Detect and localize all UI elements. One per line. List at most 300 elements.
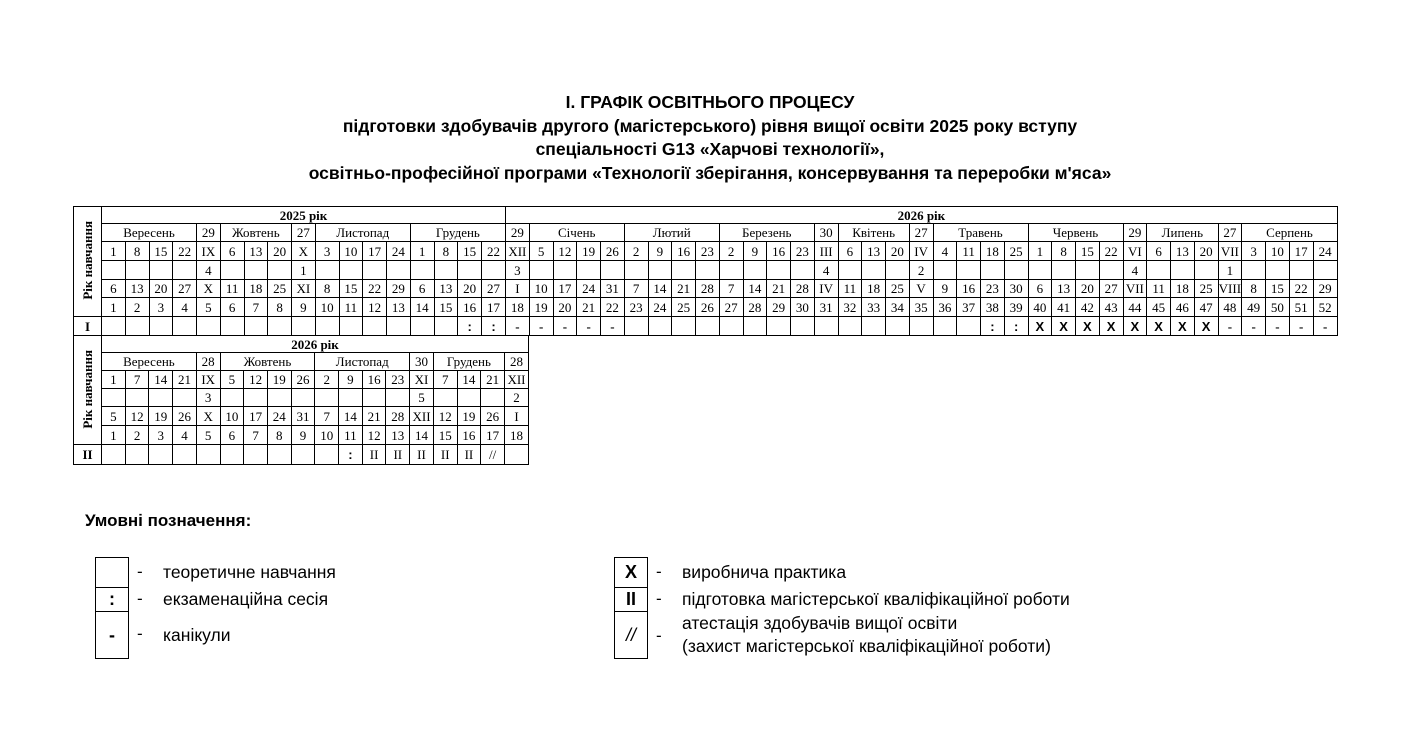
legend-symbol-exam: : xyxy=(95,587,129,612)
course-cell: II xyxy=(362,445,386,465)
week-number-cell: 39 xyxy=(1004,298,1028,317)
transition-days-cell xyxy=(220,261,244,280)
week-number-cell: 5 xyxy=(196,426,220,445)
course-cell xyxy=(814,317,838,336)
week-start-cell: 1 xyxy=(102,371,126,389)
week-start-cell: 10 xyxy=(339,242,363,261)
week-number-cell: 1 xyxy=(102,298,126,317)
month-header: Березень xyxy=(719,224,814,242)
week-number-cell: 10 xyxy=(315,298,339,317)
course-cell xyxy=(315,317,339,336)
transition-days-cell xyxy=(1171,261,1195,280)
transition-days-cell xyxy=(434,261,458,280)
transition-days-cell xyxy=(244,261,268,280)
month-header: 27 xyxy=(1218,224,1242,242)
week-end-cell: 17 xyxy=(553,280,577,298)
legend-title: Умовні позначення: xyxy=(85,511,252,530)
week-number-cell: 29 xyxy=(767,298,791,317)
week-end-cell: 31 xyxy=(291,407,315,426)
course-cell xyxy=(648,317,672,336)
week-number-cell: 7 xyxy=(244,426,268,445)
week-start-cell: 15 xyxy=(149,242,173,261)
week-start-cell: IX xyxy=(197,242,221,261)
week-start-cell: 17 xyxy=(363,242,387,261)
week-end-cell: 25 xyxy=(1194,280,1218,298)
week-end-cell: 21 xyxy=(767,280,791,298)
transition-days-cell xyxy=(553,261,577,280)
transition-days-cell xyxy=(1052,261,1076,280)
transition-days-cell xyxy=(362,389,386,407)
week-end-cell: XII xyxy=(410,407,434,426)
month-header: 28 xyxy=(504,353,528,371)
course-cell: X xyxy=(1099,317,1123,336)
week-number-cell: 4 xyxy=(173,426,197,445)
course-label: II xyxy=(74,445,102,465)
transition-days-cell xyxy=(481,389,505,407)
month-header: 29 xyxy=(197,224,221,242)
week-end-row xyxy=(74,280,1338,298)
week-start-cell: 12 xyxy=(553,242,577,261)
week-start-cell: 8 xyxy=(434,242,458,261)
week-number-cell: 50 xyxy=(1266,298,1290,317)
course-cell: - xyxy=(529,317,553,336)
week-end-cell: 31 xyxy=(601,280,625,298)
row-header-text: Рік навчання xyxy=(80,349,95,429)
legend-text-thesis-prep: підготовка магістерської кваліфікаційної роботи xyxy=(682,589,1070,609)
course-cell: - xyxy=(601,317,625,336)
week-number-cell: 21 xyxy=(577,298,601,317)
week-end-cell: 15 xyxy=(1266,280,1290,298)
week-end-cell: 13 xyxy=(125,280,149,298)
week-end-cell: 27 xyxy=(482,280,506,298)
course-cell xyxy=(933,317,957,336)
course-cell xyxy=(696,317,720,336)
week-start-cell: 23 xyxy=(696,242,720,261)
week-end-cell: V xyxy=(909,280,933,298)
week-number-cell: 34 xyxy=(886,298,910,317)
course-row xyxy=(74,445,529,465)
week-start-cell: 2 xyxy=(315,371,339,389)
transition-days-cell xyxy=(838,261,862,280)
week-end-cell: 11 xyxy=(220,280,244,298)
month-header: Листопад xyxy=(315,224,410,242)
transition-days-cell xyxy=(339,389,363,407)
week-end-cell: 10 xyxy=(220,407,244,426)
month-header: 27 xyxy=(292,224,316,242)
title-line-4: освітньо-професійної програми «Технології зберігання, консервування та переробки м'яса» xyxy=(308,162,1112,183)
row-header-text: Рік навчання xyxy=(80,221,95,300)
transition-days-cell xyxy=(386,389,410,407)
week-start-cell: 15 xyxy=(1076,242,1100,261)
course-cell xyxy=(339,317,363,336)
week-end-cell: IV xyxy=(814,280,838,298)
week-number-cell: 38 xyxy=(981,298,1005,317)
transition-days-cell xyxy=(173,261,197,280)
month-header: Вересень xyxy=(102,224,197,242)
course-cell xyxy=(173,317,197,336)
year-header: 2025 рік xyxy=(102,207,506,224)
month-header: 27 xyxy=(909,224,933,242)
week-number-cell: 11 xyxy=(339,298,363,317)
week-end-cell: 27 xyxy=(173,280,197,298)
transition-days-cell xyxy=(719,261,743,280)
week-number-cell: 2 xyxy=(125,298,149,317)
week-start-cell: 17 xyxy=(1289,242,1313,261)
transition-days-cell: 4 xyxy=(197,261,221,280)
transition-days-cell xyxy=(886,261,910,280)
legend-text-attestation-line-2: (захист магістерської кваліфікаційної роботи) xyxy=(682,636,1051,656)
week-start-cell: IV xyxy=(909,242,933,261)
transition-days-cell xyxy=(410,261,434,280)
week-start-cell: 12 xyxy=(244,371,268,389)
week-start-cell: 5 xyxy=(529,242,553,261)
week-number-cell: 51 xyxy=(1289,298,1313,317)
course-cell xyxy=(173,445,197,465)
week-end-cell: 12 xyxy=(433,407,457,426)
legend-dash: - xyxy=(137,589,143,608)
month-header: Жовтень xyxy=(220,224,291,242)
week-start-cell: 14 xyxy=(149,371,173,389)
week-number-cell: 47 xyxy=(1194,298,1218,317)
week-end-cell: 14 xyxy=(743,280,767,298)
legend-symbol-attestation: // xyxy=(614,611,648,659)
week-end-cell: 14 xyxy=(648,280,672,298)
week-number-cell: 18 xyxy=(504,426,528,445)
week-start-cell: 22 xyxy=(482,242,506,261)
year-header: 2026 рік xyxy=(506,207,1338,224)
week-end-cell: 27 xyxy=(1099,280,1123,298)
course-cell xyxy=(672,317,696,336)
week-end-cell: 26 xyxy=(173,407,197,426)
week-end-cell: 8 xyxy=(315,280,339,298)
week-start-cell: 7 xyxy=(433,371,457,389)
week-number-row xyxy=(74,426,529,445)
week-end-cell: 7 xyxy=(315,407,339,426)
week-start-cell: 10 xyxy=(1266,242,1290,261)
week-start-cell: 19 xyxy=(577,242,601,261)
week-number-cell: 8 xyxy=(267,426,291,445)
course-cell xyxy=(791,317,815,336)
course-cell: X xyxy=(1076,317,1100,336)
week-start-cell: 21 xyxy=(481,371,505,389)
transition-days-cell xyxy=(933,261,957,280)
week-number-cell: 19 xyxy=(529,298,553,317)
course-cell: - xyxy=(577,317,601,336)
week-number-cell: 13 xyxy=(387,298,411,317)
row-header-label xyxy=(74,207,102,317)
week-end-cell: 28 xyxy=(696,280,720,298)
week-start-cell: 20 xyxy=(268,242,292,261)
week-number-cell: 15 xyxy=(434,298,458,317)
transition-days-cell xyxy=(315,389,339,407)
week-end-cell: 24 xyxy=(267,407,291,426)
transition-days-cell xyxy=(1099,261,1123,280)
week-end-cell: 18 xyxy=(1171,280,1195,298)
transition-days-cell xyxy=(363,261,387,280)
week-number-cell: 27 xyxy=(719,298,743,317)
month-header: Квітень xyxy=(838,224,909,242)
week-start-cell: 22 xyxy=(173,242,197,261)
year-row xyxy=(74,336,529,353)
week-number-cell: 33 xyxy=(862,298,886,317)
course-cell xyxy=(886,317,910,336)
week-start-cell: 8 xyxy=(1052,242,1076,261)
week-number-cell: 40 xyxy=(1028,298,1052,317)
week-start-cell: 5 xyxy=(220,371,244,389)
course-cell: X xyxy=(1171,317,1195,336)
week-end-cell: 14 xyxy=(339,407,363,426)
week-start-cell: 1 xyxy=(102,242,126,261)
week-end-cell: 8 xyxy=(1242,280,1266,298)
course-cell xyxy=(244,317,268,336)
week-start-cell: 6 xyxy=(838,242,862,261)
year-row xyxy=(74,207,1338,224)
course-cell xyxy=(957,317,981,336)
week-end-cell: 22 xyxy=(363,280,387,298)
week-end-cell: 13 xyxy=(1052,280,1076,298)
course-cell: II xyxy=(433,445,457,465)
transition-days-cell: 2 xyxy=(504,389,528,407)
week-start-cell: 4 xyxy=(933,242,957,261)
course-cell: : xyxy=(1004,317,1028,336)
week-number-cell: 12 xyxy=(363,298,387,317)
week-number-cell: 8 xyxy=(268,298,292,317)
course-cell xyxy=(292,317,316,336)
transition-days-cell: 3 xyxy=(506,261,530,280)
course-cell: - xyxy=(1242,317,1266,336)
week-start-cell: 9 xyxy=(743,242,767,261)
legend-symbol-thesis-prep: II xyxy=(614,587,648,612)
transition-days-cell xyxy=(173,389,197,407)
transition-days-cell xyxy=(981,261,1005,280)
course-cell: - xyxy=(506,317,530,336)
week-number-cell: 15 xyxy=(433,426,457,445)
week-start-cell: 11 xyxy=(957,242,981,261)
transition-days-cell xyxy=(791,261,815,280)
week-number-cell: 16 xyxy=(457,426,481,445)
week-end-cell: 28 xyxy=(386,407,410,426)
transition-days-cell xyxy=(267,389,291,407)
transition-days-cell xyxy=(743,261,767,280)
month-header: Травень xyxy=(933,224,1028,242)
transition-days-cell xyxy=(577,261,601,280)
week-start-cell: X xyxy=(292,242,316,261)
transition-days-cell xyxy=(624,261,648,280)
week-start-row xyxy=(74,371,529,389)
week-end-cell: X xyxy=(196,407,220,426)
week-start-cell: 2 xyxy=(719,242,743,261)
transition-days-cell xyxy=(315,261,339,280)
transition-days-cell xyxy=(433,389,457,407)
week-number-cell: 20 xyxy=(553,298,577,317)
legend-dash: - xyxy=(137,624,143,643)
transition-days-cell: 4 xyxy=(1123,261,1147,280)
week-start-cell: 23 xyxy=(386,371,410,389)
course-cell xyxy=(125,317,149,336)
transition-days-cell xyxy=(102,389,126,407)
week-start-cell: 9 xyxy=(648,242,672,261)
week-number-cell: 28 xyxy=(743,298,767,317)
week-number-cell: 49 xyxy=(1242,298,1266,317)
week-end-cell: 11 xyxy=(838,280,862,298)
week-end-cell: VIII xyxy=(1218,281,1242,296)
transition-days-cell xyxy=(1076,261,1100,280)
week-end-cell: 20 xyxy=(149,280,173,298)
course-cell: X xyxy=(1052,317,1076,336)
transition-days-cell xyxy=(601,261,625,280)
course-cell xyxy=(719,317,743,336)
transition-days-cell xyxy=(1313,261,1337,280)
week-start-cell: 3 xyxy=(1242,242,1266,261)
course-cell xyxy=(149,445,173,465)
week-start-cell: 20 xyxy=(1194,242,1218,261)
week-number-cell: 11 xyxy=(339,426,363,445)
month-header: Грудень xyxy=(433,353,504,371)
course-cell: : xyxy=(482,317,506,336)
transition-days-cell xyxy=(957,261,981,280)
week-start-cell: 13 xyxy=(862,242,886,261)
legend-dash: - xyxy=(656,626,662,645)
course-cell xyxy=(197,317,221,336)
year-header: 2026 рік xyxy=(102,336,529,353)
week-end-cell: 21 xyxy=(672,280,696,298)
week-end-cell: 5 xyxy=(102,407,126,426)
transition-days-cell xyxy=(1242,261,1266,280)
week-end-cell: 13 xyxy=(434,280,458,298)
week-end-cell: X xyxy=(197,280,221,298)
legend-symbol-vacation: - xyxy=(95,611,129,659)
course-cell xyxy=(743,317,767,336)
course-cell xyxy=(220,445,244,465)
week-end-cell: 7 xyxy=(624,280,648,298)
course-cell xyxy=(196,445,220,465)
course-cell: - xyxy=(1289,317,1313,336)
week-end-cell: 7 xyxy=(719,280,743,298)
week-start-cell: 25 xyxy=(1004,242,1028,261)
transition-days-cell xyxy=(125,389,149,407)
course-cell xyxy=(220,317,244,336)
transition-days-cell xyxy=(291,389,315,407)
transition-days-cell: 3 xyxy=(196,389,220,407)
month-header: Грудень xyxy=(410,224,505,242)
week-end-cell: 21 xyxy=(362,407,386,426)
transition-days-cell xyxy=(767,261,791,280)
week-number-cell: 3 xyxy=(149,298,173,317)
week-end-cell: 6 xyxy=(102,280,126,298)
week-end-cell: 28 xyxy=(791,280,815,298)
transition-days-cell xyxy=(102,261,126,280)
week-number-cell: 23 xyxy=(624,298,648,317)
week-end-cell: I xyxy=(504,407,528,426)
title-line-3: спеціальності G13 «Харчові технології», xyxy=(535,139,885,159)
course-cell: : xyxy=(339,445,363,465)
transition-days-cell: 1 xyxy=(292,261,316,280)
week-start-cell: 16 xyxy=(767,242,791,261)
course-cell xyxy=(268,317,292,336)
week-number-cell: 12 xyxy=(362,426,386,445)
legend-text-exam: екзаменаційна сесія xyxy=(163,589,329,609)
month-header: Вересень xyxy=(102,353,197,371)
week-end-cell: 25 xyxy=(886,280,910,298)
course-cell xyxy=(838,317,862,336)
transition-days-cell xyxy=(1194,261,1218,280)
week-start-cell: 15 xyxy=(458,242,482,261)
week-number-cell: 52 xyxy=(1313,298,1337,317)
course-cell: II xyxy=(457,445,481,465)
transition-days-cell: 4 xyxy=(814,261,838,280)
week-start-cell: 26 xyxy=(291,371,315,389)
month-header: Лютий xyxy=(624,224,719,242)
week-end-cell: XI xyxy=(292,280,316,298)
course-cell xyxy=(767,317,791,336)
week-number-cell: 14 xyxy=(410,298,434,317)
week-number-cell: 45 xyxy=(1147,298,1171,317)
legend-text-theory: теоретичне навчання xyxy=(163,562,336,582)
week-start-cell: IX xyxy=(196,371,220,389)
week-number-cell: 6 xyxy=(220,298,244,317)
week-end-cell: 10 xyxy=(529,280,553,298)
week-end-cell: 18 xyxy=(862,280,886,298)
week-end-cell: 25 xyxy=(268,280,292,298)
week-number-cell: 26 xyxy=(696,298,720,317)
transition-days-cell xyxy=(1289,261,1313,280)
course-cell: II xyxy=(410,445,434,465)
week-end-cell: 12 xyxy=(125,407,149,426)
week-number-cell: 13 xyxy=(386,426,410,445)
legend-symbol-practice: X xyxy=(614,557,648,588)
title-line-2: підготовки здобувачів другого (магістерського) рівня вищої освіти 2025 року вступу xyxy=(342,115,1078,136)
course-cell xyxy=(624,317,648,336)
course-cell: X xyxy=(1194,317,1218,336)
week-start-cell: 19 xyxy=(267,371,291,389)
legend-symbol-theory xyxy=(95,557,129,588)
week-start-cell: 23 xyxy=(791,242,815,261)
week-start-cell: 13 xyxy=(1171,242,1195,261)
week-number-cell: 37 xyxy=(957,298,981,317)
transition-days-cell xyxy=(696,261,720,280)
week-number-cell: 10 xyxy=(315,426,339,445)
transition-days-row xyxy=(74,261,1338,280)
legend-text-attestation-line-1: атестація здобувачів вищої освіти xyxy=(682,613,958,633)
transition-days-cell xyxy=(1004,261,1028,280)
course-cell xyxy=(862,317,886,336)
month-header: 30 xyxy=(814,224,838,242)
course-cell: X xyxy=(1147,317,1171,336)
month-row xyxy=(74,224,1338,242)
week-end-cell: VII xyxy=(1123,280,1147,298)
week-start-cell: 3 xyxy=(315,242,339,261)
transition-days-cell xyxy=(268,261,292,280)
week-end-cell: 16 xyxy=(957,280,981,298)
week-end-cell: 6 xyxy=(410,280,434,298)
schedule-table-year-1 xyxy=(73,206,1338,336)
week-end-cell: 23 xyxy=(981,280,1005,298)
week-number-row xyxy=(74,298,1338,317)
month-header: Листопад xyxy=(315,353,410,371)
course-cell xyxy=(363,317,387,336)
week-number-cell: 7 xyxy=(244,298,268,317)
week-number-cell: 22 xyxy=(601,298,625,317)
course-cell: - xyxy=(1218,317,1242,336)
week-start-cell: XII xyxy=(506,242,530,261)
week-start-cell: 20 xyxy=(886,242,910,261)
week-end-cell: 19 xyxy=(149,407,173,426)
week-start-cell: 6 xyxy=(220,242,244,261)
week-start-cell: VI xyxy=(1123,242,1147,261)
course-cell xyxy=(315,445,339,465)
week-start-cell: 26 xyxy=(601,242,625,261)
week-number-cell: 4 xyxy=(173,298,197,317)
